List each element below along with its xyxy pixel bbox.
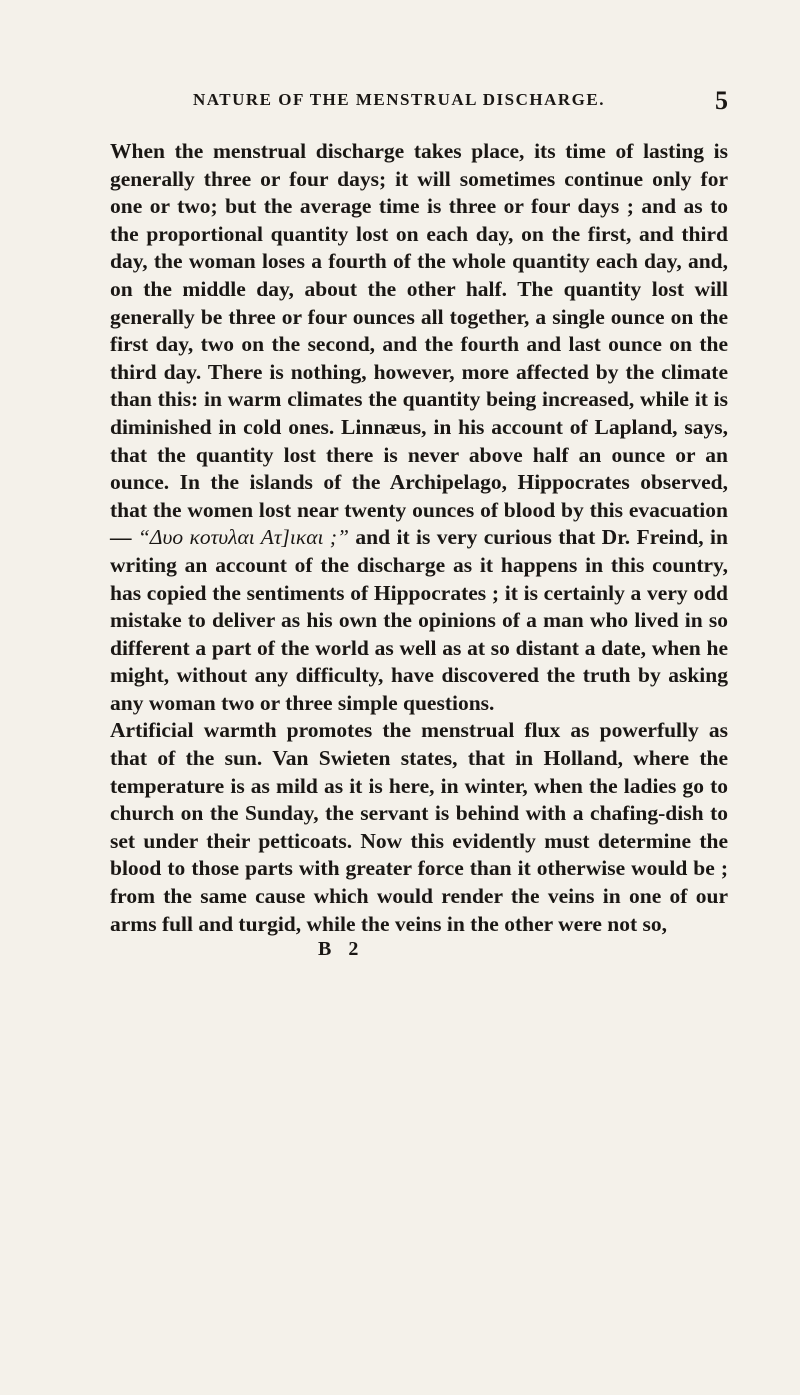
paragraph-1-part-1: When the menstrual discharge takes place, its time of lasting is generally three or four days; it will sometimes continue only for one or two; but the average time is three or four days ; and as to the proportional quantity lost on each day, on the first, and third day, the woman loses a fourth of the whole quantity each day, and, on the middle day, about the other half. The quantity lost will generally be three or four ounces all together, a single ounce on the first day, two on the second, and the fourth and last ounce on the third day. There is nothing, however, more affected by the climate than this: in warm climates the quantity being increased, while it is diminished in cold ones. Linnæus, in his account of Lapland, says, that the quantity lost there is never above half an ounce or an ounce. In the islands of the Archipelago, Hippocrates observed, that the women lost near twenty ounces of blood by this evacuation— <box>110 139 728 550</box>
paragraph-1 <box>110 138 728 717</box>
greek-quotation: “Δυο κοτυλαι Ατ]ικαι ;” <box>137 525 349 550</box>
paragraph-1-part-2: and it is very curious that Dr. Freind, in writing an account of the discharge as it happens in this country, has copied the sentiments of Hippocrates ; it is certainly a very odd mistake to deliver as his own the opinions of a man who lived in so different a part of the world as well as at so distant a date, when he might, without any difficulty, have discovered the truth by asking any woman two or three simple questions. <box>110 525 728 715</box>
signature-mark: B 2 <box>318 938 365 961</box>
running-title: NATURE OF THE MENSTRUAL DISCHARGE. <box>193 90 605 109</box>
running-head <box>110 86 728 120</box>
paragraph-2: Artificial warmth promotes the menstrual flux as powerfully as that of the sun. Van Swieten states, that in Holland, where the temperature is as mild as it is here, in winter, when the ladies go to church on the Sunday, the servant is behind with a chafing-dish to set under their petticoats. Now this evidently must determine the blood to those parts with greater force than it otherwise would be ; from the same cause which would render the veins in one of our arms full and turgid, while the veins in the other were not so, <box>110 718 728 936</box>
body-text <box>110 138 728 938</box>
page-number: 5 <box>715 86 728 115</box>
